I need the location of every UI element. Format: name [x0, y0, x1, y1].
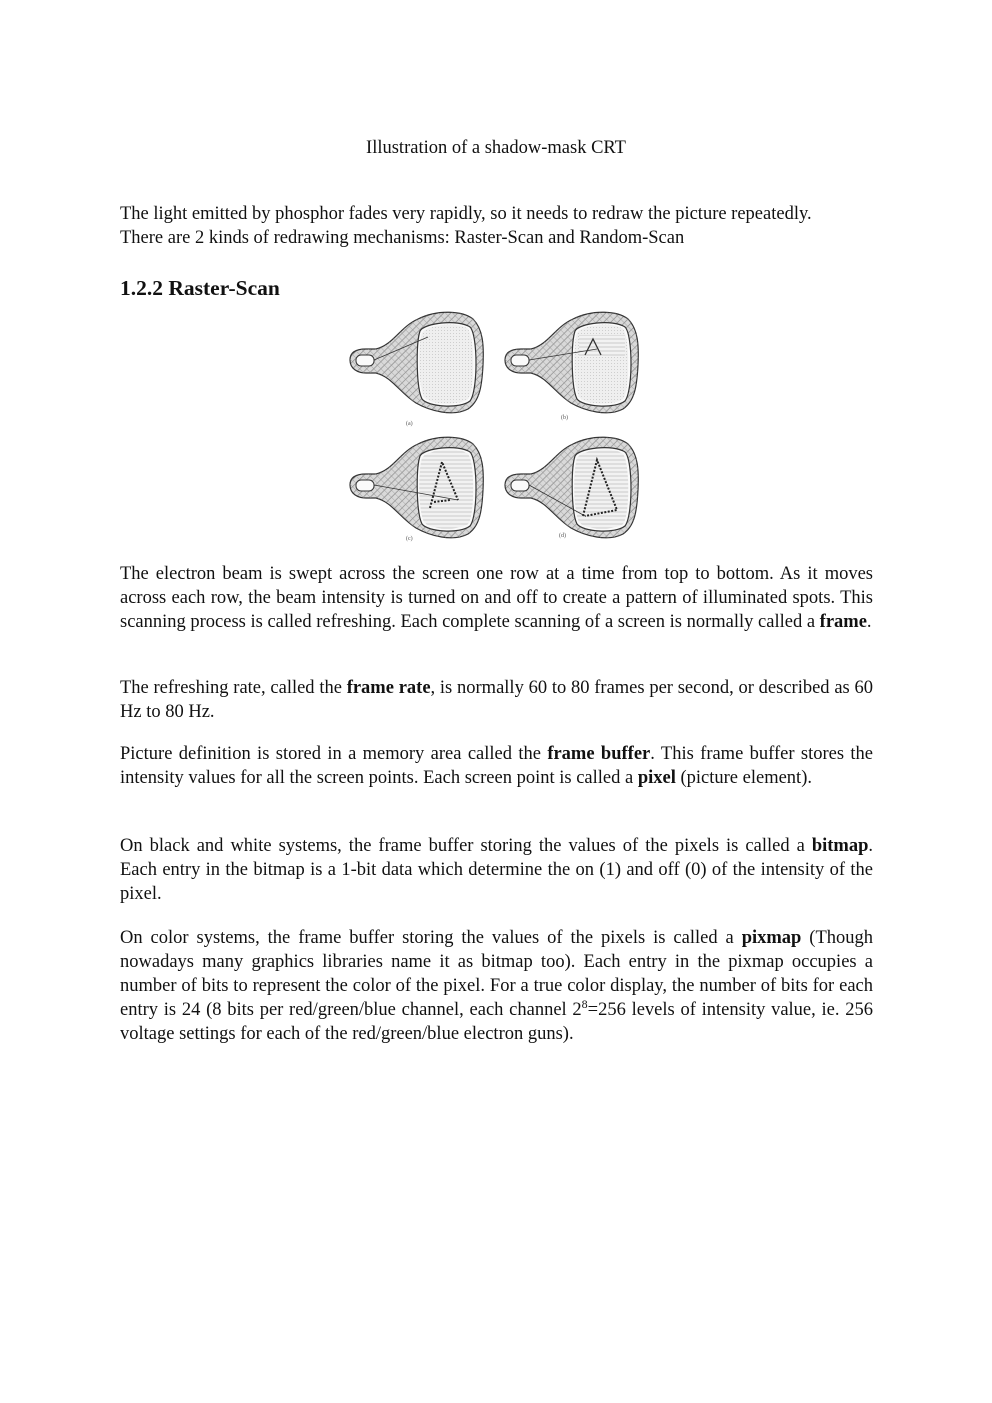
figure-caption: Illustration of a shadow-mask CRT — [366, 138, 626, 158]
term-frame: frame — [819, 612, 867, 632]
paragraph-bitmap — [120, 834, 873, 906]
paragraph-frame-buffer-b: . This frame buffer stores the intensity values for all the screen points. Each screen point is called a — [120, 744, 873, 788]
crt-panel-a — [350, 312, 483, 427]
intro-line-2: There are 2 kinds of redrawing mechanisms: Raster-Scan and Random-Scan — [120, 228, 685, 248]
paragraph-frame-buffer-c: (picture element). — [675, 768, 812, 788]
paragraph-frame-buffer-a: Picture definition is stored in a memory area called the — [120, 744, 548, 764]
crt-panel-b — [505, 312, 638, 421]
panel-label-d: (d) — [559, 533, 566, 539]
section-heading — [120, 274, 280, 302]
term-frame-buffer: frame buffer — [547, 744, 651, 764]
panel-label-c: (c) — [406, 536, 413, 542]
paragraph-beam-text: The electron beam is swept across the screen one row at a time from top to bottom. As it moves across each row, the beam intensity is turned on and off to create a pattern of illuminated spots. This scanning process is called refreshing. Each complete scanning of a screen is normally called a — [120, 564, 873, 632]
term-pixel: pixel — [637, 768, 676, 788]
paragraph-beam — [120, 562, 873, 634]
paragraph-frame-buffer — [120, 742, 873, 790]
paragraph-pixmap-a: On color systems, the frame buffer storing the values of the pixels is called a — [120, 928, 742, 948]
paragraph-pixmap-c: =256 levels of intensity value, ie. 256 voltage settings for each of the red/green/blue electron guns). — [120, 1000, 873, 1044]
paragraph-pixmap-b: (Though nowadays many graphics libraries name it as bitmap too). Each entry in the pixmap occupies a number of bits to represent the color of the pixel. For a true color display, the number of bits for each entry is 24 (8 bits per red/green/blue channel, each channel 2 — [120, 928, 873, 1020]
paragraph-frame-rate-a: The refreshing rate, called the — [120, 678, 347, 698]
section-title: Raster-Scan — [168, 276, 280, 300]
paragraph-frame-rate-b: , is normally 60 to 80 frames per second, or described as 60 Hz to 80 Hz. — [120, 678, 873, 722]
paragraph-bitmap-a: On black and white systems, the frame buffer storing the values of the pixels is called a — [120, 836, 812, 856]
panel-label-b: (b) — [561, 415, 568, 421]
term-pixmap: pixmap — [741, 928, 802, 948]
paragraph-beam-end: . — [866, 612, 872, 632]
paragraph-pixmap — [120, 926, 873, 1046]
raster-scan-figure — [338, 305, 678, 545]
paragraph-bitmap-b: . Each entry in the bitmap is a 1-bit data which determine the on (1) and off (0) of the intensity of the pixel. — [120, 836, 873, 904]
panel-label-a: (a) — [406, 421, 413, 427]
section-number: 1.2.2 — [120, 276, 163, 300]
crt-panel-d — [505, 437, 638, 539]
superscript-exponent: 8 — [581, 996, 588, 1011]
term-frame-rate: frame rate — [346, 678, 431, 698]
term-bitmap: bitmap — [811, 836, 869, 856]
crt-panel-c — [350, 437, 483, 542]
intro-paragraph — [120, 202, 873, 250]
intro-line-1: The light emitted by phosphor fades very rapidly, so it needs to redraw the picture repeatedly. — [120, 204, 812, 224]
paragraph-frame-rate — [120, 676, 873, 724]
